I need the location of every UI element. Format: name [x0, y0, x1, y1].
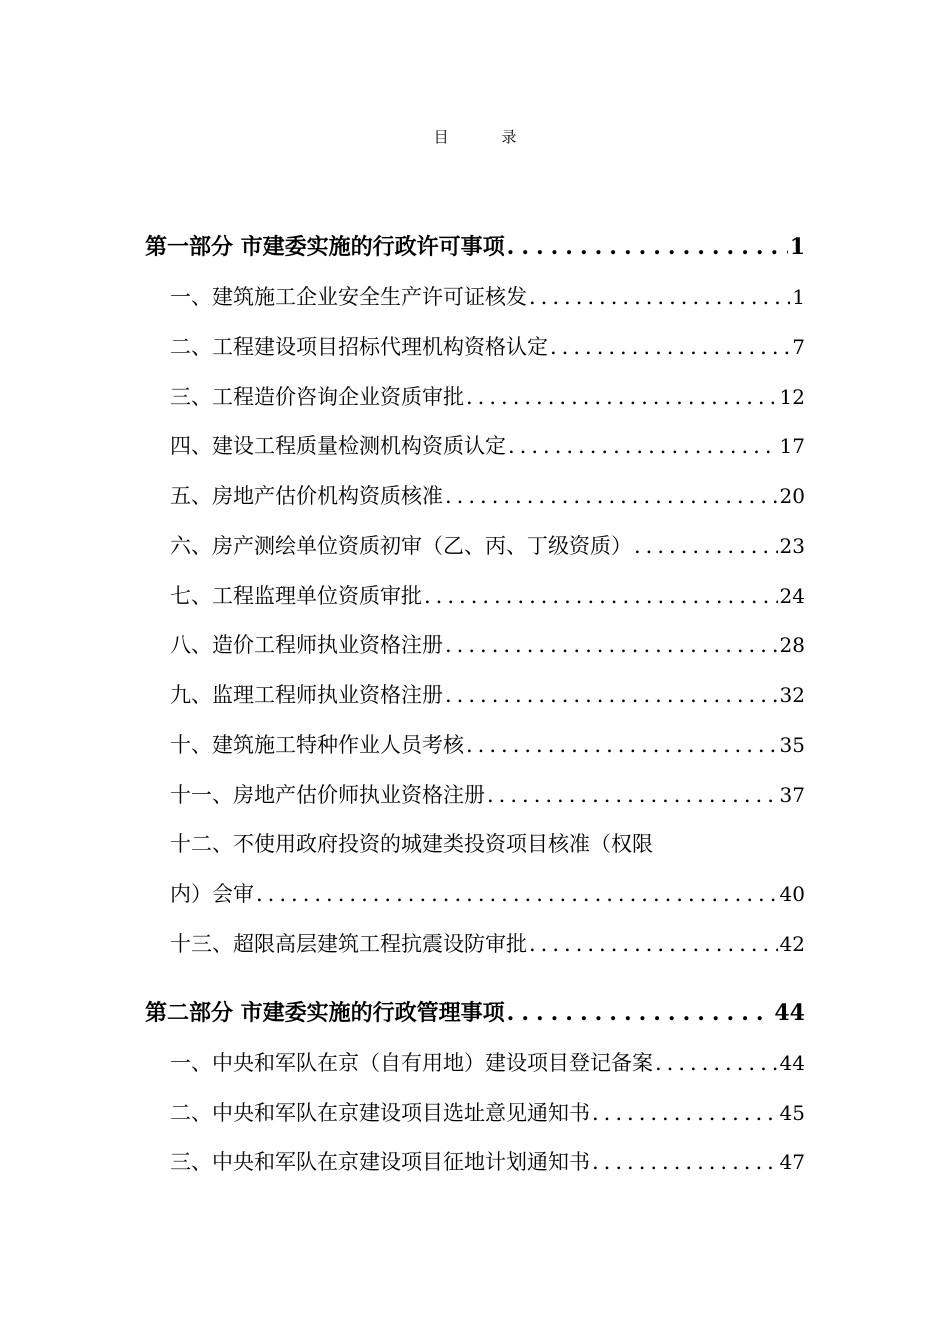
toc-item[interactable]	[170, 1097, 805, 1127]
dot-leader	[529, 932, 778, 956]
toc-item-text-line1[interactable]: 十二、不使用政府投资的城建类投资项目核准（权限	[170, 832, 653, 856]
toc-item[interactable]	[170, 878, 805, 908]
toc-item[interactable]	[170, 530, 805, 560]
toc-item-text: 六、房产测绘单位资质初审（乙、丙、丁级资质）	[170, 534, 632, 558]
toc-page-number: 28	[779, 633, 805, 657]
dot-leader	[507, 234, 788, 260]
toc-item-text: 四、建设工程质量检测机构资质认定	[170, 434, 506, 458]
toc-item-text: 三、工程造价咨询企业资质审批	[170, 385, 464, 409]
toc-page-number: 47	[779, 1150, 805, 1174]
dot-leader	[466, 385, 778, 409]
toc-page-number: 1	[792, 285, 805, 309]
page-title: 目 录	[433, 128, 541, 146]
toc-page-number: 1	[789, 234, 805, 260]
toc-item[interactable]	[170, 928, 805, 958]
dot-leader	[655, 1051, 778, 1075]
toc-item-text: 二、中央和军队在京建设项目选址意见通知书	[170, 1101, 590, 1125]
toc-item-text: 十、建筑施工特种作业人员考核	[170, 733, 464, 757]
toc-item-text: 一、建筑施工企业安全生产许可证核发	[170, 285, 527, 309]
toc-page-number: 35	[779, 733, 805, 757]
dot-leader	[507, 1000, 773, 1026]
dot-leader	[256, 882, 778, 906]
dot-leader	[550, 335, 790, 359]
toc-item[interactable]	[170, 480, 805, 510]
dot-leader	[445, 633, 778, 657]
dot-leader	[508, 434, 778, 458]
toc-item[interactable]	[170, 729, 805, 759]
toc-page-number: 45	[779, 1101, 805, 1125]
dot-leader	[466, 733, 778, 757]
dot-leader	[529, 285, 790, 309]
toc-page-number: 20	[779, 484, 805, 508]
toc-item-text: 内）会审	[170, 882, 254, 906]
toc-page-number: 42	[779, 932, 805, 956]
toc-item-text: 八、造价工程师执业资格注册	[170, 633, 443, 657]
toc-item[interactable]	[170, 629, 805, 659]
toc-item-text: 十一、房地产估价师执业资格注册	[170, 783, 485, 807]
toc-item-text: 七、工程监理单位资质审批	[170, 584, 422, 608]
toc-item-text: 二、工程建设项目招标代理机构资格认定	[170, 335, 548, 359]
toc-item[interactable]	[170, 679, 805, 709]
toc-item[interactable]	[170, 779, 805, 809]
toc-item-text: 九、监理工程师执业资格注册	[170, 683, 443, 707]
toc-page-number: 12	[779, 385, 805, 409]
toc-part-1[interactable]	[145, 230, 805, 261]
dot-leader	[445, 683, 778, 707]
toc-part-heading: 第一部分 市建委实施的行政许可事项	[145, 234, 505, 260]
toc-item[interactable]	[170, 281, 805, 311]
toc-page-number: 44	[774, 1000, 805, 1026]
toc-item[interactable]	[170, 1047, 805, 1077]
toc-page-number: 44	[779, 1051, 805, 1075]
toc-item[interactable]	[170, 580, 805, 610]
toc-page-number: 7	[792, 335, 805, 359]
dot-leader	[634, 534, 778, 558]
toc-item-text: 三、中央和军队在京建设项目征地计划通知书	[170, 1150, 590, 1174]
toc-item-text: 五、房地产估价机构资质核准	[170, 484, 443, 508]
dot-leader	[445, 484, 778, 508]
dot-leader	[424, 584, 778, 608]
toc-page-number: 17	[779, 434, 805, 458]
toc-item[interactable]	[170, 1146, 805, 1176]
toc-page-number: 40	[779, 882, 805, 906]
toc-item-text: 一、中央和军队在京（自有用地）建设项目登记备案	[170, 1051, 653, 1075]
dot-leader	[592, 1150, 778, 1174]
dot-leader	[487, 783, 778, 807]
dot-leader	[592, 1101, 778, 1125]
toc-item[interactable]	[170, 381, 805, 411]
toc-page-number: 37	[779, 783, 805, 807]
toc-item[interactable]	[170, 430, 805, 460]
toc-page-number: 23	[779, 534, 805, 558]
toc-part-2[interactable]	[145, 996, 805, 1027]
toc-item[interactable]	[170, 331, 805, 361]
toc-item-text: 十三、超限高层建筑工程抗震设防审批	[170, 932, 527, 956]
toc-page-number: 32	[779, 683, 805, 707]
toc-part-heading: 第二部分 市建委实施的行政管理事项	[145, 1000, 505, 1026]
toc-page-number: 24	[779, 584, 805, 608]
